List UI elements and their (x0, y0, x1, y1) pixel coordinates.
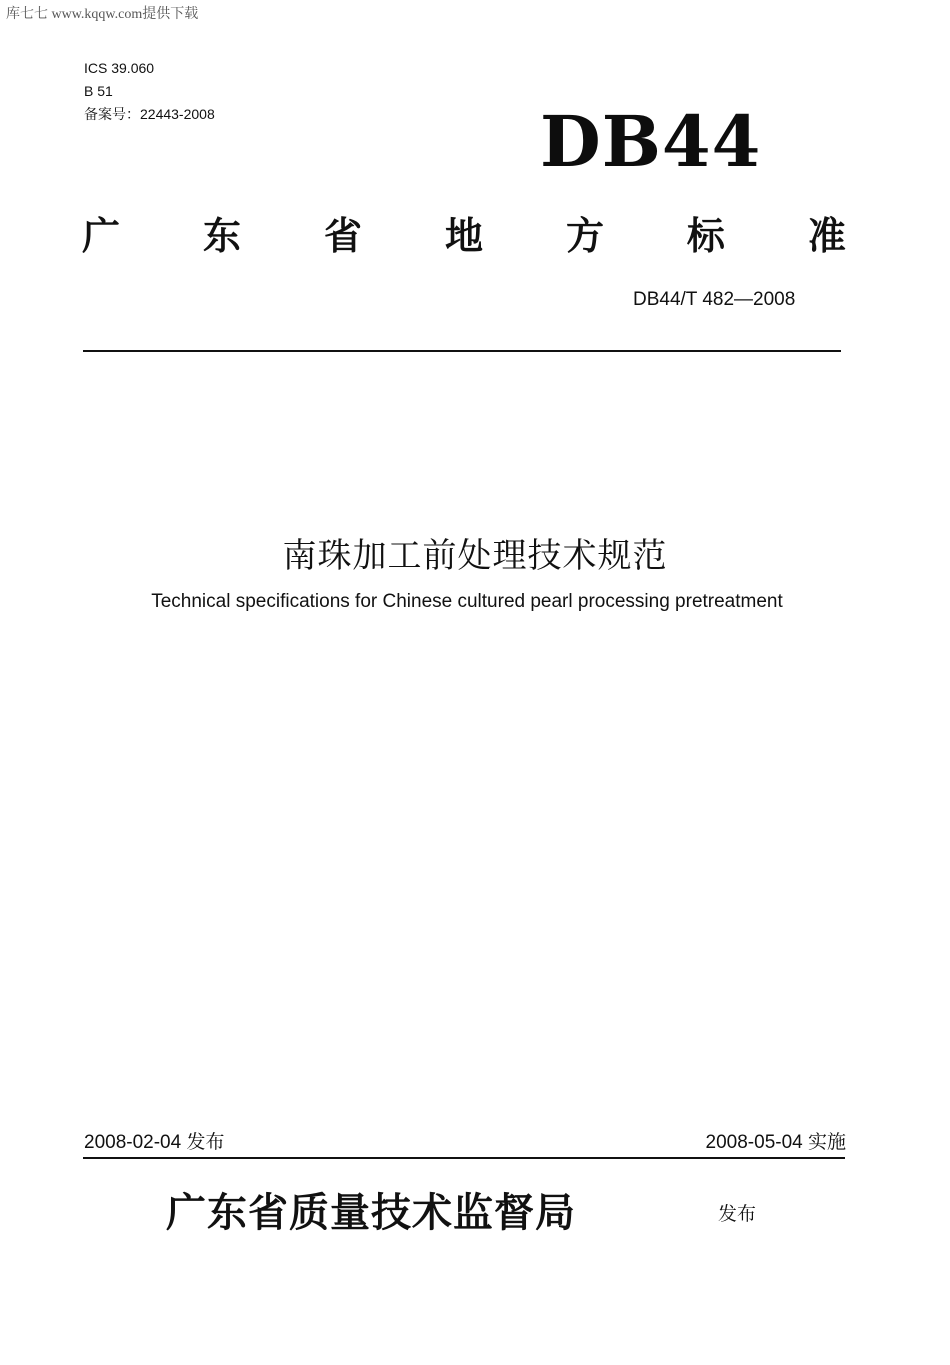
issuing-authority: 广东省质量技术监督局 (166, 1189, 576, 1236)
standard-type-char: 省 (323, 214, 362, 258)
issuer-suffix: 发布 (718, 1203, 757, 1225)
record-number: 备案号：22443-2008 (84, 106, 215, 122)
standard-type-char: 标 (686, 214, 725, 258)
db44-logo: DB44 (540, 100, 762, 183)
bottom-divider (83, 1157, 845, 1159)
top-divider (83, 350, 841, 352)
standard-code: DB44/T 482—2008 (633, 289, 796, 310)
standard-type-heading (82, 205, 846, 260)
classification-code: B 51 (84, 83, 113, 99)
standard-type-char: 准 (807, 214, 846, 258)
standard-type-char: 东 (202, 214, 241, 258)
implementation-date: 2008-05-04 实施 (705, 1132, 846, 1153)
standard-type-char: 广 (82, 214, 121, 258)
standard-type-char: 方 (565, 214, 604, 258)
watermark-text: 库七七 www.kqqw.com提供下载 (6, 7, 199, 22)
title-english: Technical specifications for Chinese cultured pearl processing pretreatment (151, 591, 783, 612)
title-chinese: 南珠加工前处理技术规范 (282, 536, 668, 576)
ics-number: ICS 39.060 (84, 60, 155, 76)
standard-type-char: 地 (444, 214, 483, 258)
release-date: 2008-02-04 发布 (84, 1132, 225, 1153)
